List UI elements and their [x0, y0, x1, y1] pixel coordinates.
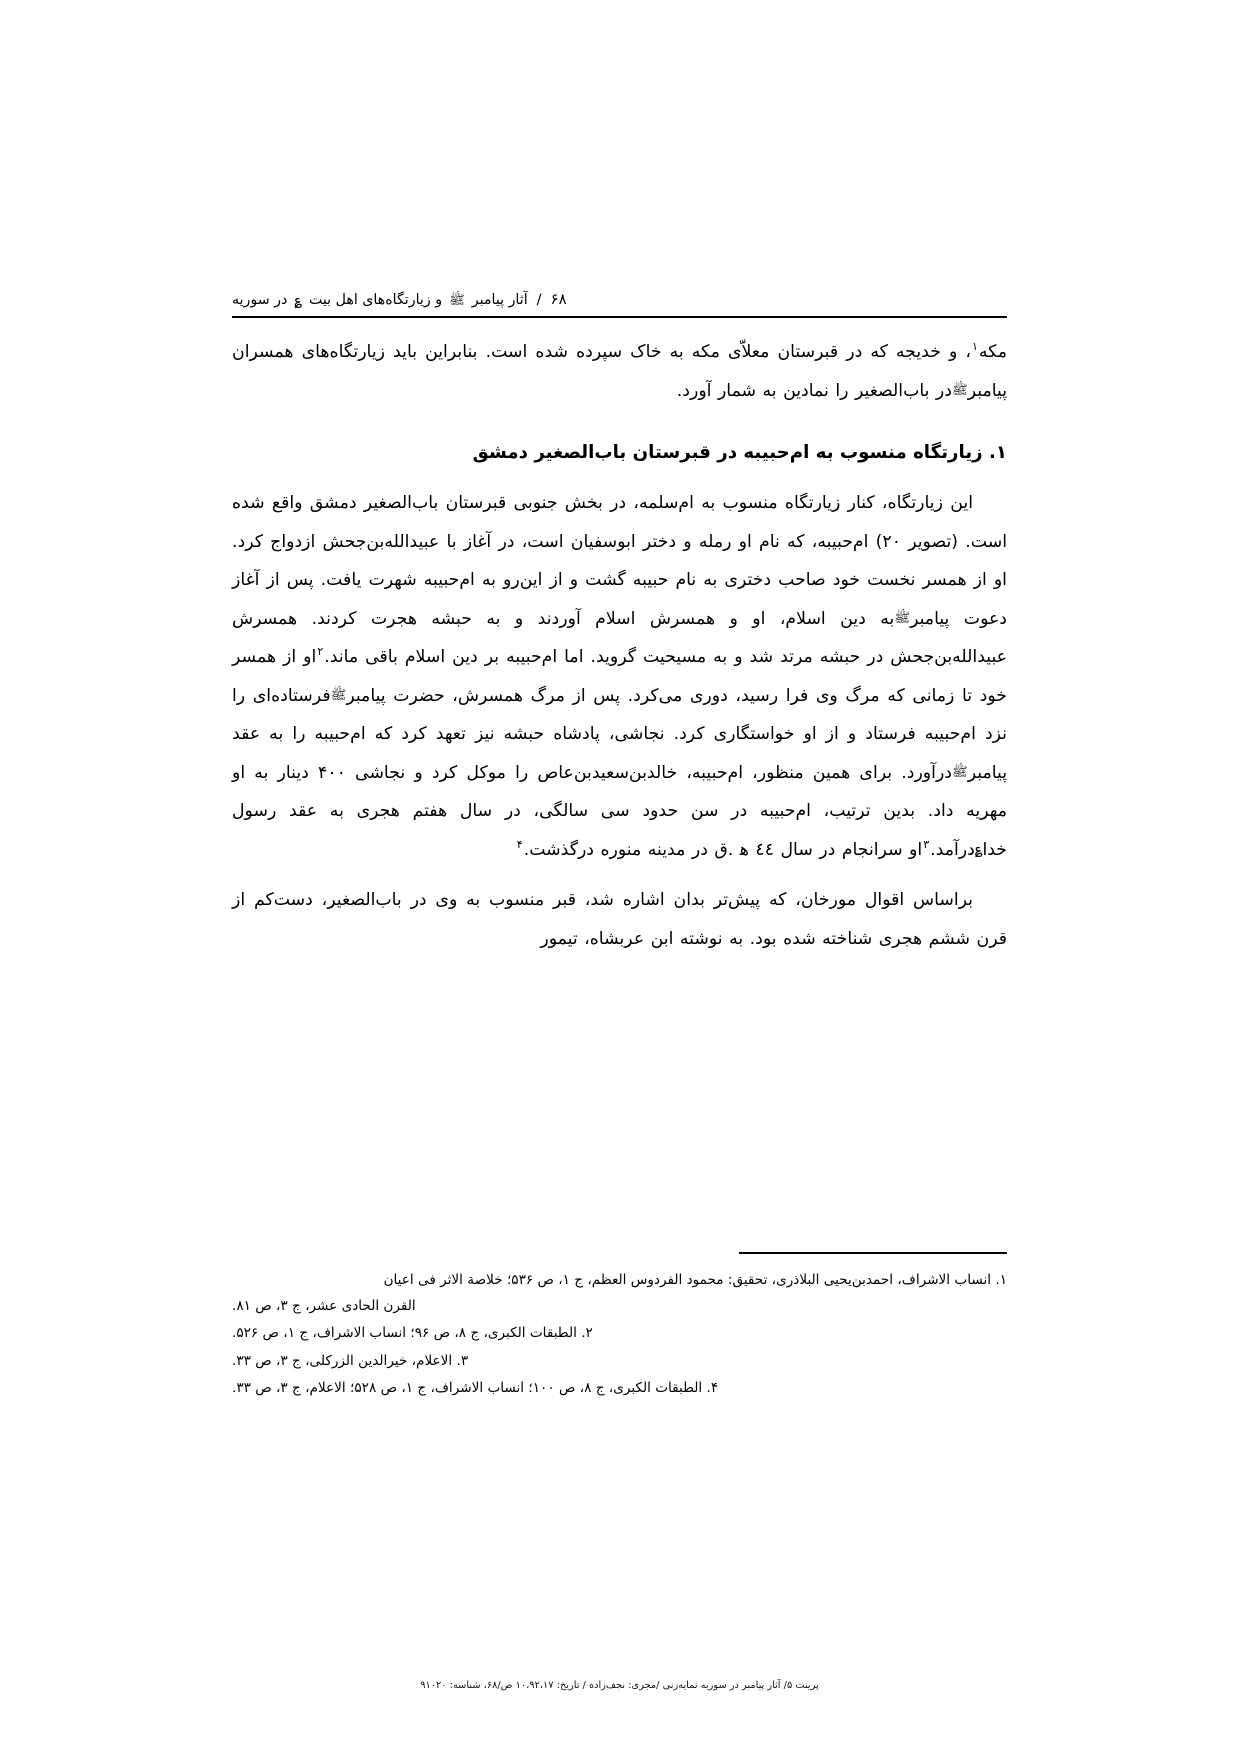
pbuh-honorific-icon: ﷺ: [951, 382, 968, 398]
para1-text-b: ، و خدیجه که در قبرستان معلاّی مکه به خاک سپرده شده است. بنابراین باید زیارتگاه‌های همسران پیامبر: [232, 342, 1007, 401]
para2-segment-6: درآمد.: [930, 839, 975, 860]
footnote-text-continued: القرن الحادی عشر، ج ۳، ص ۸۱.: [232, 1297, 416, 1314]
para2-segment-4: فرستاده‌ای را نزد ام‌حبیبه فرستاد و از او خواستگاری کرد. نجاشی، پادشاه حبشه نیز تعهد کرد که ام‌حبیبه را به عقد پیامبر: [232, 685, 1007, 783]
body-content: [232, 333, 1007, 958]
para2-segment-1: این زیارتگاه، کنار زیارتگاه منسوب به ام‌سلمه، در بخش جنوبی قبرستان باب‌الصغیر دمشق واقع شده است. (تصویر ۲۰) ام‌حبیبه، که نام او رمله و دختر ابوسفیان است، در آغاز با عبیدالله‌بن‌جحش ازدواج کرد. او از همسر نخست خود صاحب دختری به نام حبیبه گشت و از این‌رو به ام‌حبیبه شهرت یافت. پس از آغاز دعوت پیامبر: [232, 493, 1007, 629]
para2-segment-3: او از همسر خود تا زمانی که مرگ وی فرا رسید، دوری می‌کرد. پس از مرگ همسرش، حضرت پیامبر: [232, 647, 1007, 706]
footnote-marker: ۲.: [581, 1325, 593, 1341]
footnote-item: [232, 1376, 1007, 1402]
header-horizontal-rule: [232, 316, 1007, 318]
print-metadata-footer: پرینت ۵/ آثار پیامبر در سوریه نمایه‌زنی /مجری: نجف‌زاده / تاریخ: ۱۰،۹۲،۱۷ ص/۶۸، شناسه: ۹۱۰۲۰: [420, 1680, 819, 1691]
header-title-part-1: آثار پیامبر: [471, 292, 528, 308]
para2-segment-2: به دین اسلام، او و همسرش اسلام آوردند و به حبشه هجرت کردند. همسرش عبیدالله‌بن‌جحش در حبشه مرتد شد و به مسیحیت گروید. اما ام‌حبیبه بر دین اسلام باقی ماند.: [232, 608, 1008, 668]
as-honorific-icon: ؏: [974, 841, 983, 857]
pbuh-honorific-icon: ﷺ: [330, 687, 347, 703]
footnote-text: الطبقات الکبری، ج ۸، ص ۱۰۰؛ انساب الاشراف، ج ۱، ص ۵۲۸؛ الاعلام، ج ۳، ص ۳۳.: [232, 1380, 703, 1396]
footnote-ref-1: ۱: [972, 340, 978, 354]
footnote-text: الاعلام، خیرالدین الزرکلی، ج ۳، ص ۳۳.: [232, 1352, 453, 1369]
footnote-ref-3: ۳: [923, 837, 930, 851]
section-heading-1: ۱. زیارتگاه منسوب به ام‌حبیبه در قبرستان باب‌الصغیر دمشق: [472, 442, 1007, 464]
paragraph-body-last: براساس اقوال مورخان، که پیش‌تر بدان اشاره شد، قبر منسوب به وی در باب‌الصغیر، دست‌کم از قرن ششم هجری شناخته شده بود. به نوشته ابن عربشاه، تیمور: [232, 890, 1007, 949]
para1-text-a: مکه: [978, 342, 1007, 362]
pbuh-honorific-icon: ﷺ: [894, 610, 911, 626]
footnote-list: [232, 1268, 1007, 1404]
header-page-number: ۶۸: [550, 290, 567, 308]
footnote-marker: ۳.: [456, 1352, 469, 1369]
paragraph-continuation: [232, 333, 1007, 410]
footnote-ref-4: ۴: [516, 837, 523, 851]
footnote-text: انساب الاشراف، احمدبن‌یحیی البلاذری، تحقیق: محمود الفردوس العظم، ج ۱، ص ۵۳۶؛ خلاصة الاثر فی اعیان: [383, 1272, 992, 1288]
footnote-text: الطبقات الکبری، ج ۸، ص ۹۶؛ انساب الاشراف، ج ۱، ص ۵۲۶.: [232, 1325, 577, 1341]
para1-text-c: در باب‌الصغیر را نمادین به شمار آورد.: [676, 380, 952, 401]
pbuh-honorific-icon: ﷺ: [951, 764, 968, 780]
para2-segment-7: او سرانجام در سال ٤٤ ه‍ .ق در مدینه منوره درگذشت.: [523, 839, 923, 860]
header-separator: /: [536, 292, 542, 308]
running-header-line: [232, 288, 1007, 312]
as-honorific-icon: ؏: [294, 293, 302, 308]
footnote-item: [232, 1268, 1007, 1319]
paragraph-body-main: [232, 484, 1007, 869]
footnote-ref-2: ۲: [317, 645, 324, 659]
footnote-item: [232, 1349, 1007, 1375]
footnote-item: [232, 1321, 1007, 1347]
footnote-marker: ۴.: [706, 1380, 719, 1396]
header-title-part-3: در سوریه: [232, 292, 288, 308]
header-title-part-2: و زیارتگاه‌های اهل بیت: [308, 292, 443, 308]
pbuh-honorific-icon: ﷺ: [449, 293, 465, 308]
footnote-marker: ۱.: [995, 1272, 1007, 1288]
para2-segment-5: درآورد. برای همین منظور، ام‌حبیبه، خالدبن‌سعیدبن‌عاص را موکل کرد و نجاشی ۴۰۰ دینار به او مهریه داد. بدین ترتیب، ام‌حبیبه در سن حدود سی سالگی، در سال هفتم هجری به عقد رسول خدا: [232, 762, 1007, 860]
footnote-separator-rule: [739, 1252, 1007, 1254]
